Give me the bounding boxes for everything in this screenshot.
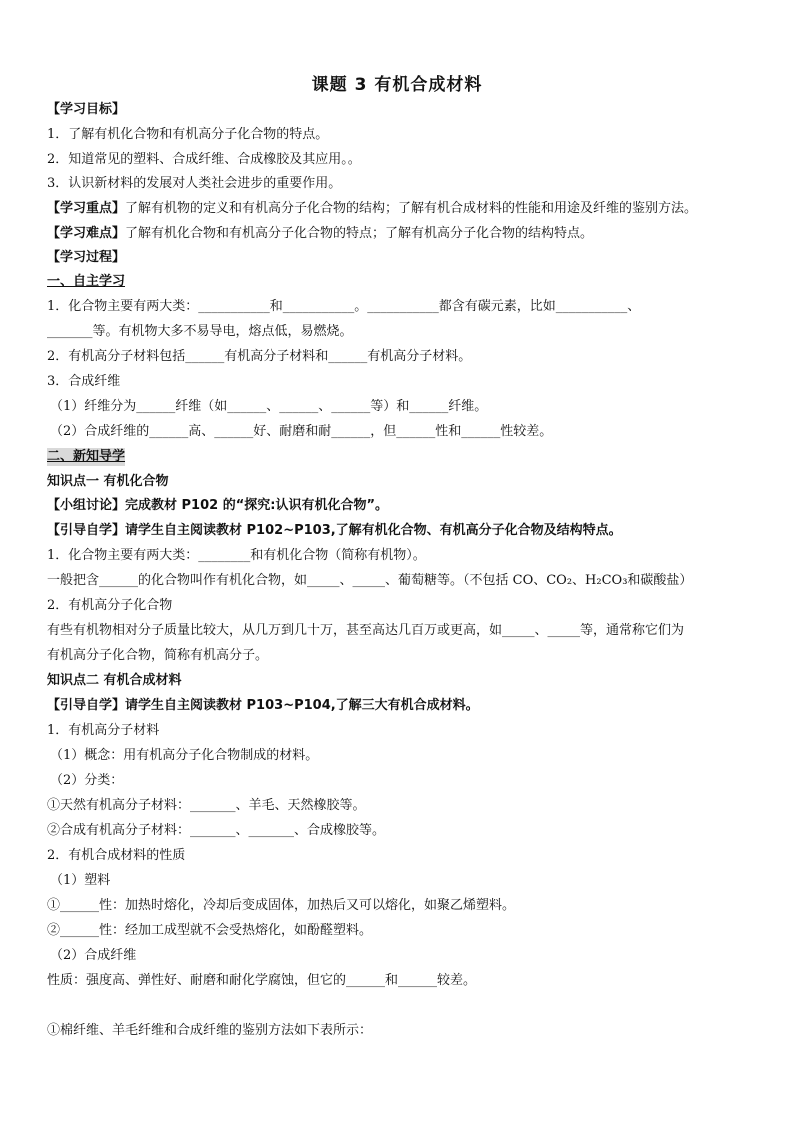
fill-line-8: 一般把含______的化合物叫作有机化合物，如_____、_____、葡萄糖等。（不包括 CO、CO₂、H₂CO₃和碳酸盐） [47,573,693,588]
fill-line-21: （2）合成纤维 [50,948,137,963]
fill-line-16: ②合成有机高分子材料：_______、_______、合成橡胶等。 [47,823,386,838]
fill-line-6: （2）合成纤维的______高、______好、耐磨和耐______，但______性和______性较差。 [50,424,553,439]
fill-line-4: 3．合成纤维 [47,374,121,389]
key-points-label: 【学习重点】 [47,201,126,216]
knowledge-point-1-heading: 知识点一 有机化合物 [47,474,169,489]
fill-line-15: ①天然有机高分子材料：_______、羊毛、天然橡胶等。 [47,798,366,813]
fill-line-18: （1）塑料 [50,873,111,888]
goal-item-3: 3．认识新材料的发展对人类社会进步的重要作用。 [47,176,342,191]
fill-line-9: 2．有机高分子化合物 [47,598,173,613]
goal-item-1: 1．了解有机化合物和有机高分子化合物的特点。 [47,127,329,142]
fill-line-14: （2）分类： [50,773,124,788]
fill-line-1: 1．化合物主要有两大类：___________和___________。___________都含有碳元素，比如___________、 [47,299,641,314]
guided-study-1: 【引导自学】请学生自主阅读教材 P102~P103,了解有机化合物、有机高分子化合物及结构特点。 [47,523,622,538]
fill-line-5: （1）纤维分为______纤维（如______、______、______等）和______纤维。 [50,399,488,414]
fill-line-23: ①棉纤维、羊毛纤维和合成纤维的鉴别方法如下表所示： [47,1023,373,1038]
fill-line-2: _______等。有机物大多不易导电，熔点低，易燃烧。 [47,324,353,339]
difficulties-line [47,225,593,243]
key-points-text: 了解有机物的定义和有机高分子化合物的结构；了解有机合成材料的性能和用途及纤维的鉴别方法。 [125,201,698,216]
fill-line-17: 2．有机合成材料的性质 [47,848,186,863]
knowledge-point-2-heading: 知识点二 有机合成材料 [47,673,182,688]
fill-line-7: 1．化合物主要有两大类：________和有机化合物（简称有机物）。 [47,548,426,563]
fill-line-12: 1．有机高分子材料 [47,723,160,738]
fill-line-20: ②______性：经加工成型就不会受热熔化，如酚醛塑料。 [47,923,373,938]
section-heading-process: 【学习过程】 [47,250,126,265]
fill-line-11: 有机高分子化合物，简称有机高分子。 [47,648,269,663]
subsection-self-study: 一、自主学习 [47,274,126,289]
fill-line-10: 有些有机物相对分子质量比较大，从几万到几十万，甚至高达几百万或更高，如_____、_____等，通常称它们为 [47,623,685,638]
section-heading-goals: 【学习目标】 [47,102,126,117]
fill-line-3: 2．有机高分子材料包括______有机高分子材料和______有机高分子材料。 [47,349,472,364]
fill-line-13: （1）概念：用有机高分子化合物制成的材料。 [50,748,319,763]
group-discussion: 【小组讨论】完成教材 P102 的“探究:认识有机化合物”。 [47,498,389,513]
subsection-new-knowledge: 二、新知导学 [47,449,126,464]
page-title: 课题 3 有机合成材料 [311,75,483,95]
fill-line-19: ①______性：加热时熔化，冷却后变成固体，加热后又可以熔化，如聚乙烯塑料。 [47,898,516,913]
guided-study-2: 【引导自学】请学生自主阅读教材 P103~P104,了解三大有机合成材料。 [47,698,479,713]
difficulties-label: 【学习难点】 [47,226,126,241]
goal-item-2: 2．知道常见的塑料、合成纤维、合成橡胶及其应用。。 [47,152,361,167]
key-points-line [47,200,697,218]
difficulties-text: 了解有机化合物和有机高分子化合物的特点；了解有机高分子化合物的结构特点。 [125,226,594,241]
fill-line-22: 性质：强度高、弹性好、耐磨和耐化学腐蚀，但它的______和______较差。 [47,973,477,988]
